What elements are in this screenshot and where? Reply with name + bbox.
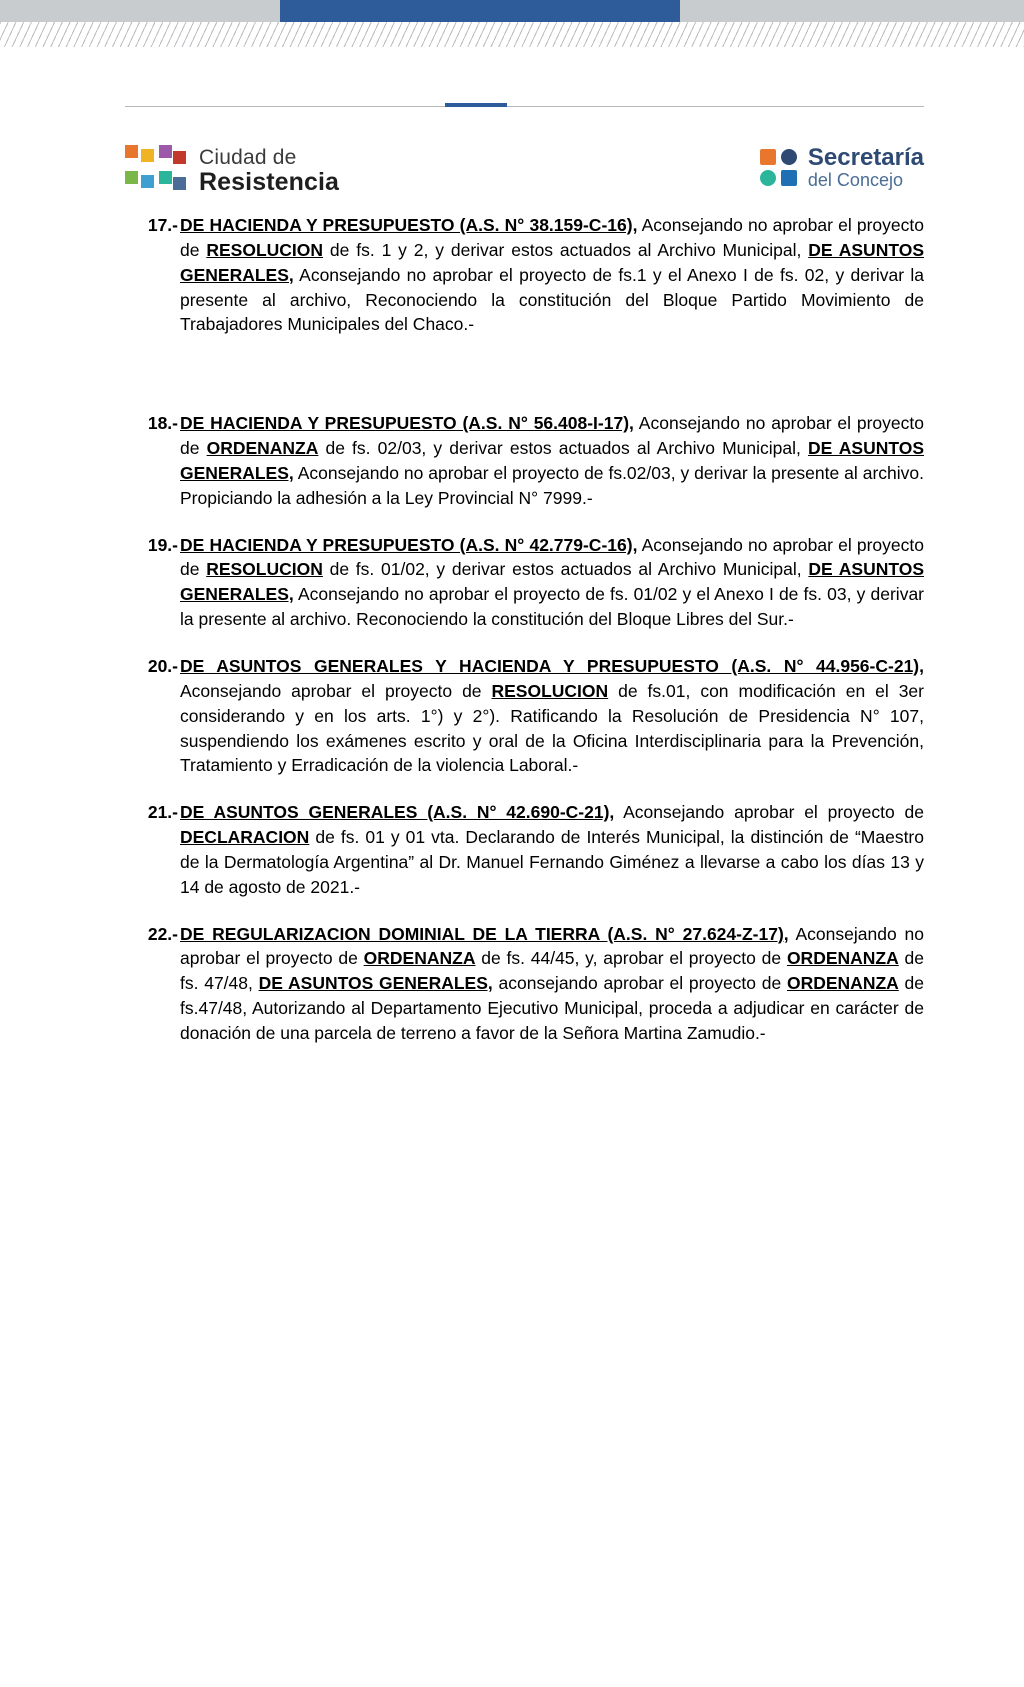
secretariat-logo <box>760 145 924 191</box>
document-page <box>0 103 1024 1128</box>
top-decorative-band <box>0 0 1024 22</box>
secretariat-logo-line2: del Concejo <box>807 170 903 191</box>
top-band-accent <box>280 0 680 22</box>
agenda-item <box>140 800 924 899</box>
secretariat-logo-mark-icon <box>760 149 797 186</box>
secretariat-logo-line1: Secretaría <box>807 144 924 171</box>
agenda-item-text: DE REGULARIZACION DOMINIAL DE LA TIERRA (A.S. N° 27.624-Z-17), Aconsejando no aprobar el proyecto de ORDENANZA de fs. 44/45, y, aprobar el proyecto de ORDENANZA de fs. 47/48, DE ASUNTOS GENERALES, aconsejando aprobar el proyecto de ORDENANZA de fs.47/48, Autorizando al Departamento Ejecutivo Municipal, proceda a adjudicar en carácter de donación de una parcela de terreno a favor de la Señora Martina Zamudio.- <box>180 923 925 1043</box>
city-logo <box>125 145 339 197</box>
agenda-item-number: 20.- <box>147 655 178 676</box>
hatched-strip <box>0 22 1024 48</box>
header-divider <box>125 103 924 111</box>
city-logo-line2: Resistencia <box>199 167 340 196</box>
city-logo-mark-icon <box>125 145 187 197</box>
agenda-item <box>140 213 924 337</box>
agenda-item-text: DE HACIENDA Y PRESUPUESTO (A.S. N° 42.779-C-16), Aconsejando no aprobar el proyecto de RESOLUCION de fs. 01/02, y derivar estos actuados al Archivo Municipal, DE ASUNTOS GENERALES, Aconsejando no aprobar el proyecto de fs. 01/02 y el Anexo I de fs. 03, y derivar la presente al archivo. Reconociendo la constitución del Bloque Libres del Sur.- <box>180 534 925 630</box>
agenda-item-number: 21.- <box>147 802 178 823</box>
agenda-item-list <box>140 213 924 1046</box>
city-logo-line1: Ciudad de <box>199 145 297 169</box>
agenda-item-number: 19.- <box>147 534 178 555</box>
header-divider-line <box>125 106 924 107</box>
document-header <box>125 145 924 197</box>
agenda-item-number: 17.- <box>147 215 178 235</box>
agenda-item-text: DE HACIENDA Y PRESUPUESTO (A.S. N° 56.408-I-17), Aconsejando no aprobar el proyecto de ORDENANZA de fs. 02/03, y derivar estos actuados al Archivo Municipal, DE ASUNTOS GENERALES, Aconsejando no aprobar el proyecto de fs.02/03, y derivar la presente al archivo. Propiciando la adhesión a la Ley Provincial N° 7999.- <box>180 413 925 508</box>
agenda-item <box>140 411 924 510</box>
agenda-item <box>140 922 924 1046</box>
agenda-item-text: DE ASUNTOS GENERALES (A.S. N° 42.690-C-21), Aconsejando aprobar el proyecto de DECLARACION de fs. 01 y 01 vta. Declarando de Interés Municipal, la distinción de “Maestro de la Dermatología Argentina” al Dr. Manuel Fernando Giménez a llevarse a cabo los días 13 y 14 de agosto de 2021.- <box>180 802 924 897</box>
agenda-item <box>140 654 924 778</box>
agenda-item <box>140 533 924 632</box>
header-divider-accent <box>445 103 507 107</box>
agenda-item-text: DE HACIENDA Y PRESUPUESTO (A.S. N° 38.159-C-16), Aconsejando no aprobar el proyecto de RESOLUCION de fs. 1 y 2, y derivar estos actuados al Archivo Municipal, DE ASUNTOS GENERALES, Aconsejando no aprobar el proyecto de fs.1 y el Anexo I de fs. 02, y derivar la presente al archivo, Reconociendo la constitución del Bloque Partido Movimiento de Trabajadores Municipales del Chaco.- <box>180 215 924 335</box>
agenda-item-text: DE ASUNTOS GENERALES Y HACIENDA Y PRESUPUESTO (A.S. N° 44.956-C-21), Aconsejando aprobar el proyecto de RESOLUCION de fs.01, con modificación en el 3er considerando y en los arts. 1°) y 2°). Ratificando la Resolución de Presidencia N° 107, suspendiendo los exámenes escrito y oral de la Oficina Interdisciplinaria para la Prevención, Tratamiento y Erradicación de la violencia Laboral.- <box>180 655 924 776</box>
agenda-item-number: 22.- <box>147 923 178 944</box>
agenda-item-number: 18.- <box>147 413 178 434</box>
